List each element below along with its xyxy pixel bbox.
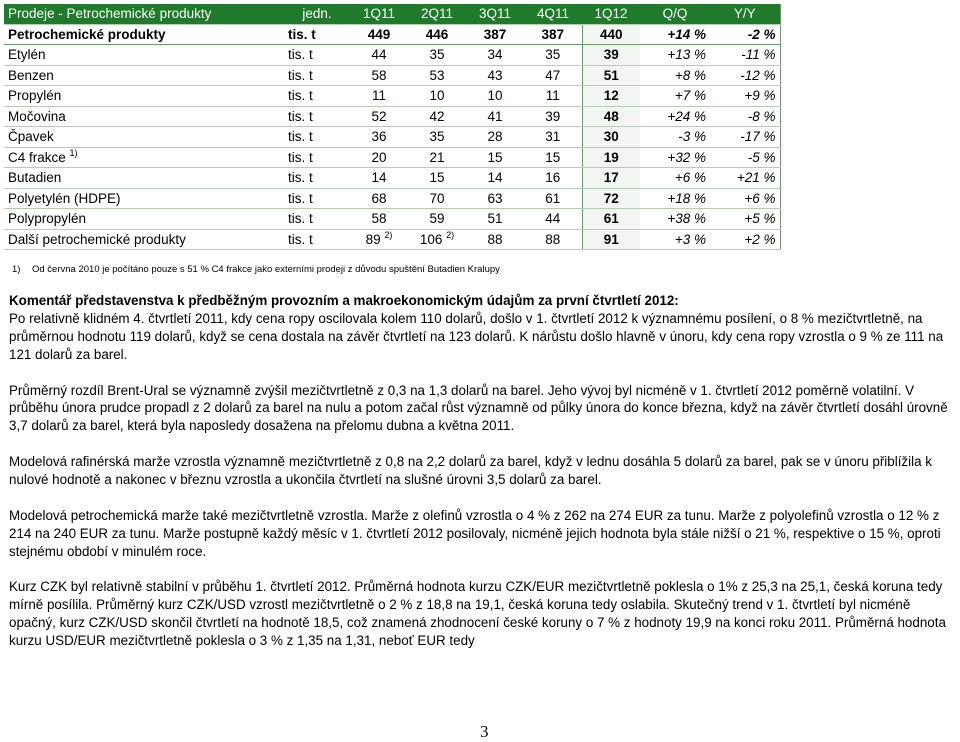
cell-1q12 [582, 168, 640, 189]
cell-1q11-text: 36 [371, 129, 387, 145]
cell-2q11 [408, 229, 466, 250]
cell-2q11-text: 21 [429, 149, 445, 165]
table-total-row [4, 24, 780, 45]
cell-yy [710, 127, 780, 148]
cell-name-text: Butadien [8, 170, 62, 186]
cell-4q11-text: 47 [545, 67, 561, 83]
cell-1q12 [582, 45, 640, 66]
cell-yy: -2 % [710, 24, 780, 45]
cell-4q11-text: 11 [545, 88, 560, 104]
cell-2q11 [408, 209, 466, 230]
cell-yy-text: +6 % [744, 190, 776, 206]
cell-2q11 [408, 106, 466, 127]
cell-3q11 [466, 168, 524, 189]
cell-yy-text: -17 % [740, 129, 776, 145]
cell-1q12-text: 48 [603, 108, 619, 124]
cell-unit [284, 127, 350, 148]
cell-1q11 [350, 127, 408, 148]
cell-unit [284, 86, 350, 107]
cell-unit-text: tis. t [288, 149, 313, 165]
cell-qq [640, 147, 710, 168]
cell-qq-text: +38 % [667, 211, 706, 227]
cell-4q11 [524, 188, 582, 209]
cell-1q11: 449 [350, 24, 408, 45]
paragraph: Modelová rafinérská marže vzrostla významně mezičtvrtletně z 0,8 na 2,2 dolarů za barel, když v lednu dosáhla 5 dolarů za barel, pak se v únoru přiblížila k nulové hodnotě a nakonec v březnu vzrostla a ukončila čtvrtletí na slušné úrovni 3,5 dolarů za barel. [9, 454, 932, 488]
cell-unit [284, 229, 350, 250]
cell-yy-text: +9 % [744, 88, 776, 104]
cell-1q12-text: 12 [603, 88, 619, 104]
cell-3q11 [466, 127, 524, 148]
cell-name [4, 65, 284, 86]
cell-name-text: Benzen [8, 67, 54, 83]
cell-qq [640, 45, 710, 66]
cell-3q11-text: 15 [487, 149, 503, 165]
table-row [4, 65, 780, 86]
table-body [4, 45, 780, 250]
table-row [4, 106, 780, 127]
cell-3q11-text: 63 [487, 190, 503, 206]
cell-3q11-text: 28 [487, 129, 503, 145]
cell-yy [710, 188, 780, 209]
cell-unit [284, 106, 350, 127]
cell-2q11: 446 [408, 24, 466, 45]
cell-1q11-text: 58 [371, 211, 387, 227]
cell-1q12 [582, 86, 640, 107]
cell-qq [640, 65, 710, 86]
cell-name [4, 229, 284, 250]
cell-3q11 [466, 86, 524, 107]
header-3q11: 3Q11 [466, 4, 524, 24]
cell-1q12-text: 19 [603, 149, 619, 165]
cell-1q12: 440 [582, 24, 640, 45]
cell-unit-text: tis. t [288, 190, 313, 206]
cell-name-text: Polyetylén (HDPE) [8, 190, 121, 206]
cell-1q12-text: 61 [603, 211, 619, 227]
cell-unit [284, 188, 350, 209]
cell-4q11-text: 35 [545, 47, 561, 63]
cell-qq-text: +32 % [667, 149, 706, 165]
header-unit: jedn. [284, 4, 350, 24]
cell-yy [710, 229, 780, 250]
cell-2q11-text: 106 [419, 231, 443, 247]
cell-3q11 [466, 229, 524, 250]
cell-name [4, 209, 284, 230]
cell-1q12 [582, 147, 640, 168]
cell-4q11 [524, 229, 582, 250]
table-row [4, 86, 780, 107]
cell-unit [284, 168, 350, 189]
cell-1q12-text: 30 [603, 129, 619, 145]
footnote-ref: 2) [446, 229, 455, 240]
cell-4q11 [524, 168, 582, 189]
cell-1q12 [582, 229, 640, 250]
table-header-row [4, 4, 780, 24]
cell-yy [710, 106, 780, 127]
footnote-text: Od června 2010 je počítáno pouze s 51 % C4 frakce jako externími prodeji z důvodu spuštění Butadien Kralupy [32, 264, 500, 275]
header-product: Prodeje - Petrochemické produkty [4, 4, 284, 24]
cell-1q12-text: 51 [603, 67, 619, 83]
header-4q11: 4Q11 [524, 4, 582, 24]
table-row [4, 229, 780, 250]
sales-table [4, 4, 781, 250]
cell-qq-text: +24 % [667, 108, 706, 124]
header-yy: Y/Y [710, 4, 780, 24]
cell-name-text: Propylén [8, 88, 62, 104]
cell-name [4, 168, 284, 189]
cell-unit: tis. t [284, 24, 350, 45]
cell-1q12-text: 39 [603, 47, 619, 63]
cell-yy-text: -11 % [741, 47, 776, 63]
cell-yy [710, 65, 780, 86]
footnote-ref: 1) [69, 147, 78, 158]
cell-3q11 [466, 45, 524, 66]
cell-name-text: Polypropylén [8, 211, 87, 227]
cell-2q11-text: 59 [429, 211, 445, 227]
cell-qq [640, 86, 710, 107]
cell-1q12-text: 72 [603, 190, 619, 206]
cell-3q11 [466, 106, 524, 127]
cell-name [4, 106, 284, 127]
cell-4q11-text: 16 [545, 170, 561, 186]
cell-qq-text: +6 % [674, 170, 706, 186]
cell-4q11 [524, 209, 582, 230]
cell-1q11 [350, 188, 408, 209]
cell-2q11-text: 35 [429, 47, 445, 63]
cell-yy-text: +2 % [744, 231, 776, 247]
cell-2q11 [408, 45, 466, 66]
cell-qq [640, 127, 710, 148]
footnote [12, 264, 500, 275]
cell-1q12-text: 17 [603, 170, 619, 186]
header-1q12: 1Q12 [582, 4, 640, 24]
cell-1q11-text: 89 [365, 231, 381, 247]
cell-name: Petrochemické produkty [4, 24, 284, 45]
cell-yy-text: -8 % [747, 108, 776, 124]
cell-3q11-text: 51 [487, 211, 503, 227]
cell-yy-text: -12 % [740, 67, 776, 83]
cell-4q11-text: 39 [545, 108, 561, 124]
cell-1q11-text: 11 [371, 88, 386, 104]
table-row [4, 168, 780, 189]
cell-4q11 [524, 147, 582, 168]
table-row [4, 45, 780, 66]
cell-unit [284, 209, 350, 230]
cell-1q11 [350, 65, 408, 86]
cell-qq [640, 188, 710, 209]
table-row [4, 147, 780, 168]
cell-4q11 [524, 65, 582, 86]
cell-1q11 [350, 229, 408, 250]
cell-4q11 [524, 106, 582, 127]
cell-1q11 [350, 106, 408, 127]
cell-unit-text: tis. t [288, 129, 313, 145]
cell-qq-text: -3 % [678, 129, 706, 145]
cell-2q11-text: 10 [429, 88, 445, 104]
cell-2q11-text: 35 [429, 129, 445, 145]
cell-unit-text: tis. t [288, 47, 313, 63]
cell-unit-text: tis. t [288, 211, 313, 227]
cell-name-text: C4 frakce [8, 149, 66, 165]
cell-unit-text: tis. t [288, 231, 313, 247]
cell-2q11 [408, 168, 466, 189]
cell-3q11 [466, 209, 524, 230]
cell-1q11 [350, 209, 408, 230]
cell-1q11-text: 20 [371, 149, 387, 165]
footnote-mark: 1) [12, 264, 21, 275]
page-number: 3 [480, 722, 489, 741]
cell-yy [710, 147, 780, 168]
cell-1q11-text: 52 [371, 108, 387, 124]
cell-3q11 [466, 147, 524, 168]
cell-qq: +14 % [640, 24, 710, 45]
cell-2q11 [408, 86, 466, 107]
cell-name-text: Etylén [8, 47, 46, 63]
cell-unit [284, 147, 350, 168]
cell-unit [284, 45, 350, 66]
cell-qq [640, 209, 710, 230]
cell-4q11-text: 15 [545, 149, 561, 165]
cell-name-text: Další petrochemické produkty [8, 231, 186, 247]
cell-qq-text: +8 % [674, 67, 706, 83]
cell-2q11 [408, 127, 466, 148]
table-row [4, 188, 780, 209]
cell-3q11-text: 10 [487, 88, 503, 104]
cell-1q11 [350, 86, 408, 107]
cell-2q11 [408, 147, 466, 168]
cell-qq [640, 168, 710, 189]
cell-2q11-text: 70 [429, 190, 445, 206]
cell-4q11: 387 [524, 24, 582, 45]
cell-name [4, 147, 284, 168]
cell-qq [640, 229, 710, 250]
cell-1q11 [350, 168, 408, 189]
cell-qq [640, 106, 710, 127]
cell-name [4, 45, 284, 66]
paragraph: Kurz CZK byl relativně stabilní v průběhu 1. čtvrtletí 2012. Průměrná hodnota kurzu CZK/EUR mezičtvrtletně poklesla o 1% z 25,3 na 25,1, česká koruna tedy mírně posílila. Průměrný kurz CZK/USD vzrostl mezičtvrtletně o 2 % z 18,8 na 19,1, česká koruna tedy oslabila. Skutečný trend v 1. čtvrtletí byl nicméně opačný, kurz CZK/USD skončil čtvrtletí na hodnotě 18,5, což znamená zhodnocení české koruny o 7 % z hodnoty 19,9 na konci roku 2011. Průměrná hodnota kurzu USD/EUR mezičtvrtletně poklesla o 3 % z 1,35 na 1,31, neboť EUR tedy [9, 579, 946, 649]
header-2q11: 2Q11 [408, 4, 466, 24]
cell-1q12-text: 91 [603, 231, 619, 247]
cell-unit-text: tis. t [288, 67, 313, 83]
cell-4q11-text: 44 [545, 211, 561, 227]
cell-2q11-text: 15 [429, 170, 445, 186]
cell-yy [710, 168, 780, 189]
cell-name-text: Močovina [8, 108, 66, 124]
cell-4q11 [524, 45, 582, 66]
cell-2q11-text: 53 [429, 67, 445, 83]
cell-3q11 [466, 65, 524, 86]
cell-1q11-text: 14 [371, 170, 387, 186]
cell-3q11-text: 43 [487, 67, 503, 83]
cell-qq-text: +18 % [667, 190, 706, 206]
header-qq: Q/Q [640, 4, 710, 24]
cell-unit [284, 65, 350, 86]
cell-4q11-text: 88 [545, 231, 561, 247]
cell-name-text: Čpavek [8, 129, 54, 145]
cell-1q11 [350, 45, 408, 66]
paragraph: Po relativně klidném 4. čtvrtletí 2011, kdy cena ropy oscilovala kolem 110 dolarů, došlo v 1. čtvrtletí 2012 k významnému posílení, o 8 % mezičtvrtletně, na průměrnou hodnotu 119 dolarů, když se cena dostala na závěr čtvrtletí na 123 dolarů. K nárůstu došlo hlavně v únoru, kdy cena ropy vzrostla o 9 % ze 111 na 121 dolarů za barel. [9, 310, 944, 362]
cell-3q11: 387 [466, 24, 524, 45]
cell-1q12 [582, 188, 640, 209]
cell-yy [710, 45, 780, 66]
cell-qq-text: +13 % [667, 47, 706, 63]
cell-unit-text: tis. t [288, 88, 313, 104]
cell-1q11-text: 58 [371, 67, 387, 83]
cell-4q11 [524, 127, 582, 148]
footnote-ref: 2) [384, 229, 393, 240]
commentary-heading: Komentář představenstva k předběžným provozním a makroekonomickým údajům za první čtvrtletí 2012: [9, 293, 679, 308]
cell-1q11-text: 44 [371, 47, 387, 63]
cell-yy [710, 86, 780, 107]
cell-yy [710, 209, 780, 230]
cell-4q11-text: 31 [545, 129, 561, 145]
paragraph: Modelová petrochemická marže také mezičtvrtletně vzrostla. Marže z olefinů vzrostla o 4 % z 262 na 274 EUR za tunu. Marže z polyolefinů vzrostla o 12 % z 214 na 240 EUR za tunu. Marže postupně každý měsíc v 1. čtvrtletí 2012 posilovaly, nicméně jejich hodnota byla stále nižší o 21 %, respektive o 15 %, oproti stejnému období v minulém roce. [9, 507, 941, 559]
cell-4q11-text: 61 [545, 190, 561, 206]
paragraph: Průměrný rozdíl Brent-Ural se významně zvýšil mezičtvrtletně z 0,3 na 1,3 dolarů na barel. Jeho vývoj byl nicméně v 1. čtvrtletí 2012 poměrně volatilní. V průběhu února prudce propadl z 2 dolarů za barel na nulu a potom začal růst významně od půlky února do konce března, když na závěr čtvrtletí dosáhl úrovně 3,7 dolarů za barel, která byla naposledy dosažena na přelomu dubna a května 2011. [9, 382, 948, 434]
cell-yy-text: +5 % [744, 211, 776, 227]
cell-3q11 [466, 188, 524, 209]
cell-2q11 [408, 65, 466, 86]
cell-1q12 [582, 127, 640, 148]
cell-3q11-text: 34 [487, 47, 503, 63]
table-row [4, 209, 780, 230]
cell-1q12 [582, 106, 640, 127]
header-1q11: 1Q11 [350, 4, 408, 24]
cell-1q12 [582, 65, 640, 86]
cell-1q12 [582, 209, 640, 230]
cell-3q11-text: 41 [487, 108, 503, 124]
commentary [9, 292, 954, 668]
cell-1q11 [350, 147, 408, 168]
cell-1q11-text: 68 [371, 190, 387, 206]
cell-name [4, 188, 284, 209]
cell-3q11-text: 14 [487, 170, 503, 186]
cell-qq-text: +3 % [674, 231, 706, 247]
cell-2q11-text: 42 [429, 108, 445, 124]
cell-unit-text: tis. t [288, 108, 313, 124]
cell-yy-text: -5 % [747, 149, 776, 165]
cell-name [4, 86, 284, 107]
cell-yy-text: +21 % [736, 170, 776, 186]
table-row [4, 127, 780, 148]
cell-2q11 [408, 188, 466, 209]
cell-qq-text: +7 % [674, 88, 706, 104]
cell-3q11-text: 88 [487, 231, 503, 247]
cell-name [4, 127, 284, 148]
cell-4q11 [524, 86, 582, 107]
cell-unit-text: tis. t [288, 170, 313, 186]
